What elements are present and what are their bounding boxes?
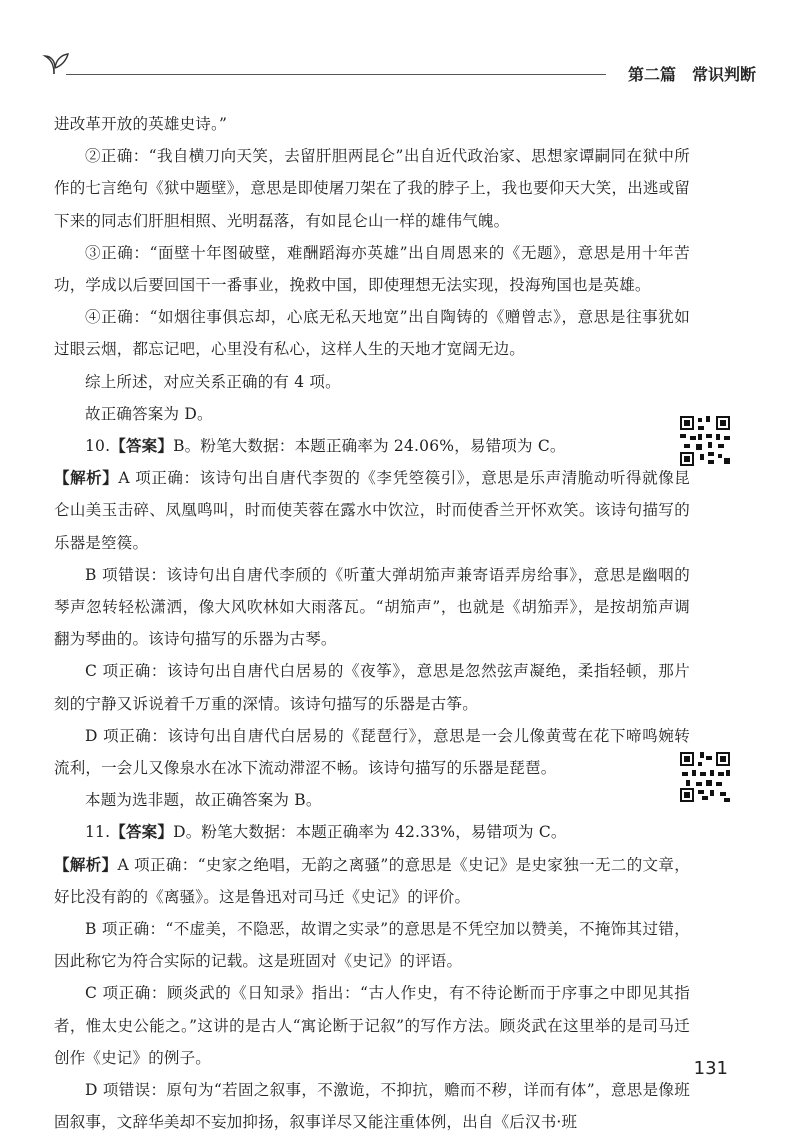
page-number: 131 bbox=[693, 1058, 728, 1079]
q11-item: B 项正确：“不虚美，不隐恶，故谓之实录”的意思是不凭空加以赞美，不掩饰其过错，因此称它为符合实际的记载。这是班固对《史记》的评语。 bbox=[54, 920, 690, 971]
paragraph: ④正确：“如烟往事俱忘却，心底无私天地宽”出自陶铸的《赠曾志》，意思是往事犹如过眼云烟，都忘记吧，心里没有私心，这样人生的天地才宽阔无边。 bbox=[54, 308, 690, 359]
q11-item: C 项正确：顾炎武的《日知录》指出：“古人作史，有不待论断而于序事之中即见其指者，惟太史公能之。”这讲的是古人“寓论断于记叙”的写作方法。顾炎武在这里举的是司马迁创作《史记》的例子。 bbox=[54, 984, 690, 1067]
answer-tag: 【答案】 bbox=[110, 822, 174, 842]
q11-answer-text: D。粉笔大数据：本题正确率为 42.33%，易错项为 C。 bbox=[173, 823, 567, 842]
analysis-tag: 【解析】 bbox=[54, 854, 118, 874]
q11-item: D 项错误：原句为“若固之叙事，不激诡，不抑抗，赡而不秽，详而有体”，意思是像班固叙事，文辞华美却不妄加抑扬，叙事详尽又能注重体例，出自《后汉书·班 bbox=[54, 1081, 690, 1132]
q10-item: D 项正确：该诗句出自唐代白居易的《琵琶行》，意思是一会儿像黄莺在花下啼鸣婉转流利，一会儿又像泉水在冰下流动滞涩不畅。该诗句描写的乐器是琵琶。 bbox=[54, 726, 690, 778]
q10-answer-line bbox=[54, 430, 690, 462]
paragraph: 综上所述，对应关系正确的有 4 项。 bbox=[85, 372, 341, 391]
paragraph: 进改革开放的英雄史诗。” bbox=[54, 115, 228, 133]
header-rule bbox=[66, 74, 606, 75]
q11-analysis-a: 【解析】A 项正确：“史家之绝唱，无韵之离骚”的意思是《史记》是史家独一无二的文章，好比没有韵的《离骚》。这是鲁迅对司马迁《史记》的评价。 bbox=[54, 854, 690, 906]
answer-tag: 【答案】 bbox=[110, 436, 174, 456]
q10-conclusion: 本题为选非题，故正确答案为 B。 bbox=[85, 791, 322, 810]
page-header bbox=[40, 48, 756, 92]
q10-item: B 项错误：该诗句出自唐代李颀的《听董大弹胡笳声兼寄语弄房给事》，意思是幽咽的琴声忽转轻松潇洒，像大风吹林如大雨落瓦。“胡笳声”，也就是《胡笳弄》，是按胡笳声调翻为琴曲的。该诗句描写的乐器为古琴。 bbox=[54, 565, 690, 649]
q10-number: 10. bbox=[85, 437, 111, 456]
analysis-tag: 【解析】 bbox=[54, 468, 119, 488]
paragraph: ③正确：“面壁十年图破壁，难酬蹈海亦英雄”出自周恩来的《无题》，意思是用十年苦功，学成以后要回国干一番事业，挽救中国，即使理想无法实现，投海殉国也是英雄。 bbox=[54, 243, 690, 295]
paragraph: 故正确答案为 D。 bbox=[85, 404, 213, 423]
q10-answer-text: B。粉笔大数据：本题正确率为 24.06%，易错项为 C。 bbox=[173, 437, 566, 456]
sprout-leaf-icon bbox=[40, 50, 70, 76]
q10-item: C 项正确：该诗句出自唐代白居易的《夜筝》，意思是忽然弦声凝绝，柔指轻顿，那片刻的宁静又诉说着千万重的深情。该诗句描写的乐器是古筝。 bbox=[54, 662, 690, 713]
q11-number: 11. bbox=[85, 823, 111, 842]
q11-answer-line bbox=[54, 816, 690, 848]
q10-analysis-a: 【解析】A 项正确：该诗句出自唐代李贺的《李凭箜篌引》，意思是乐声清脆动听得就像昆仑山美玉击碎、凤凰鸣叫，时而使芙蓉在露水中饮泣，时而使香兰开怀欢笑。该诗句描写的乐器是箜篌。 bbox=[54, 468, 690, 552]
page-content bbox=[54, 108, 690, 1139]
section-title: 第二篇 常识判断 bbox=[627, 65, 756, 84]
qr-code-icon[interactable] bbox=[680, 752, 730, 802]
qr-code-icon[interactable] bbox=[680, 416, 730, 466]
paragraph: ②正确：“我自横刀向天笑，去留肝胆两昆仑”出自近代政治家、思想家谭嗣同在狱中所作的七言绝句《狱中题壁》，意思是即使屠刀架在了我的脖子上，我也要仰天大笑，出逃或留下来的同志们肝胆相照、光明磊落，有如昆仑山一样的雄伟气魄。 bbox=[54, 147, 690, 230]
